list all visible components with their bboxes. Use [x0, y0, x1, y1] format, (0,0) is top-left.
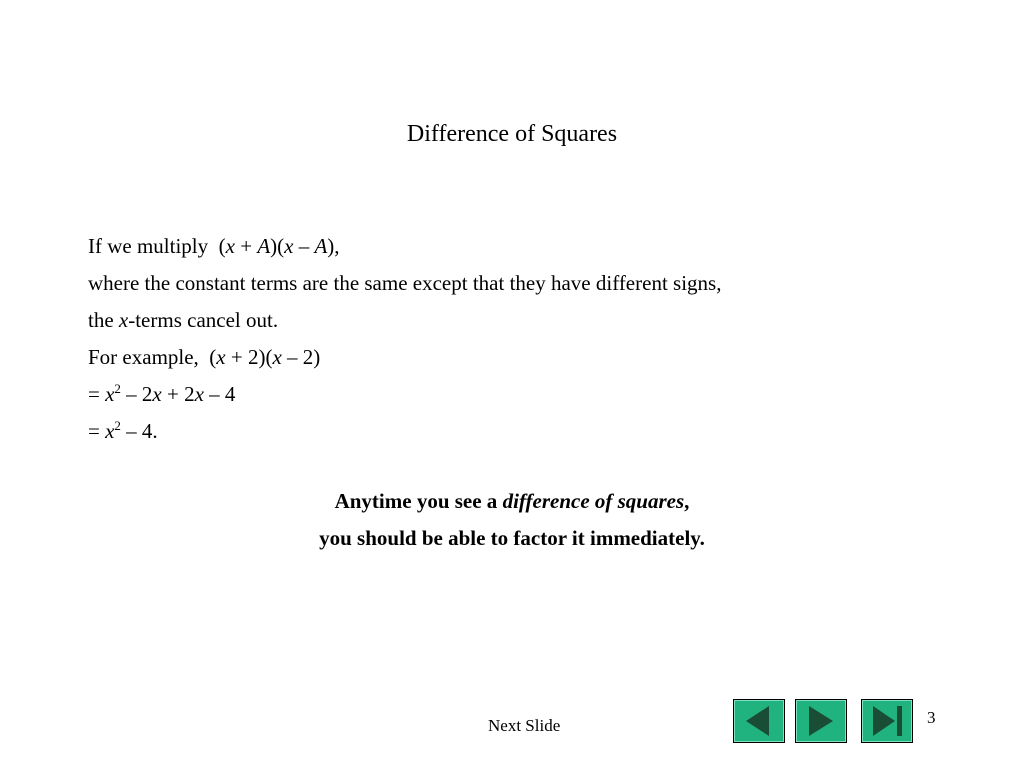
body-line-3: the x-terms cancel out.: [88, 308, 279, 332]
body-line-2: where the constant terms are the same except that they have different signs,: [88, 271, 722, 295]
next-slide-link[interactable]: Next Slide: [488, 716, 561, 735]
highlight-line-1: Anytime you see a difference of squares,: [334, 489, 690, 513]
previous-slide-button[interactable]: [733, 699, 785, 743]
body-line-6: = $x^2 - 4$.: [88, 418, 158, 443]
next-slide-button[interactable]: [795, 699, 847, 743]
triangle-left-icon: [734, 700, 784, 742]
triangle-right-icon: [796, 700, 846, 742]
body-line-4: For example, (x + 2)(x – 2): [88, 345, 321, 369]
body-line-1: If we multiply (x + A)(x – A),: [88, 234, 340, 258]
slide-title: Difference of Squares: [406, 121, 618, 147]
page-number: 3: [927, 708, 936, 727]
highlight-line-2: you should be able to factor it immediately.: [319, 526, 705, 550]
highlight-statement: [0, 483, 1024, 557]
body-text: [88, 228, 948, 450]
last-slide-button[interactable]: [861, 699, 913, 743]
skip-to-end-icon: [862, 700, 912, 742]
body-line-5: = $x^2 - 2x + 2x - 4$: [88, 381, 236, 406]
